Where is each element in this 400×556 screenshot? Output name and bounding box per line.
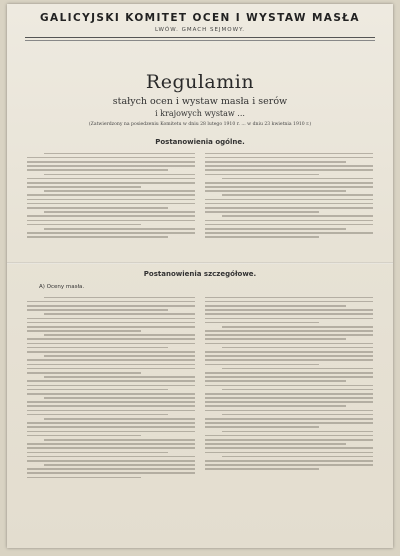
header-rule [25,37,375,38]
detailed-column-left [27,290,195,481]
committee-name: GALICYJSKI KOMITET OCEN I WYSTAW MASŁA [40,12,360,24]
document-header [7,4,393,41]
section-heading-general: Postanowienia ogólne. [155,138,245,146]
general-provisions-columns [7,146,393,241]
document-page [7,4,393,548]
general-column-right [205,146,373,241]
detailed-provisions [7,284,393,481]
approval-note: (Zatwierdzony na posiedzeniu Komitetu w dniu 28 lutego 1910 r. ... w dniu 23 kwietnia 1910 r.) [88,122,312,127]
committee-address: LWÓW. GMACH SEJMOWY. [154,27,246,33]
subsection-heading: A) Oceny masła. [39,284,85,290]
paper-fold [7,262,393,264]
document-subtitle-2: i krajowych wystaw ... [155,109,245,118]
detailed-provisions-columns [7,290,393,481]
section-heading-detailed: Postanowienia szczegółowe. [143,270,257,278]
document-title: Regulamin [145,71,255,93]
document-subtitle: stałych ocen i wystaw masła i serów [112,96,288,107]
header-rule-thin [25,40,375,41]
detailed-column-right [205,290,373,481]
general-column-left [27,146,195,241]
